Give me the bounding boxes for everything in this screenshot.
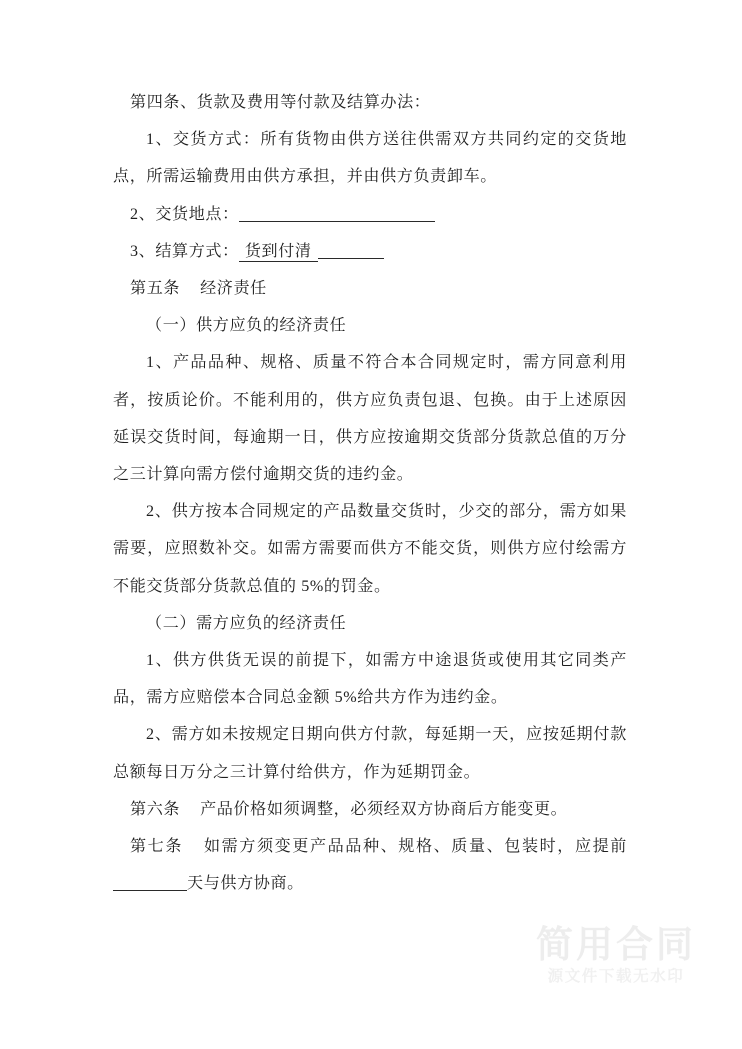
section-2-heading: （二）需方应负的经济责任 bbox=[146, 614, 347, 632]
article-4-heading: 第四条、货款及费用等付款及结算办法： bbox=[130, 94, 431, 111]
delivery-place-blank[interactable] bbox=[239, 221, 435, 222]
article-7 bbox=[113, 828, 627, 902]
document-body bbox=[113, 84, 627, 902]
article-4-item-3-settlement bbox=[113, 233, 627, 270]
watermark-brand: 简用合同 bbox=[536, 923, 696, 966]
settlement-label: 3、结算方式： bbox=[130, 242, 239, 260]
section-2-item-1: 1、供方供货无误的前提下，如需方中途退货或使用其它同类产品，需方应赔偿本合同总金额 5%给共方作为违约金。 bbox=[113, 652, 627, 707]
article-6-text: 产品价格如须调整，必须经双方协商后方能变更。 bbox=[200, 800, 568, 818]
section-1-item-2: 2、供方按本合同规定的产品数量交货时，少交的部分，需方如果需要，应照数补交。如需方需要而供方不能交货，则供方应付绘需方不能交货部分货款总值的 5%的罚金。 bbox=[113, 503, 627, 595]
watermark bbox=[503, 925, 729, 988]
article-7-number: 第七条 bbox=[130, 838, 183, 856]
settlement-blank-tail[interactable] bbox=[318, 258, 384, 259]
article-4-item-2-delivery-place bbox=[113, 196, 627, 233]
article-7-text-after-blank: 天 bbox=[187, 875, 204, 893]
article-6 bbox=[113, 791, 627, 828]
article-5-title: 经济责任 bbox=[200, 280, 267, 298]
article-7-blank[interactable] bbox=[113, 890, 187, 891]
watermark-subtitle: 源文件下载无水印 bbox=[547, 966, 685, 985]
section-1-item-1: 1、产品品种、规格、质量不符合本合同规定时，需方同意利用者，按质论价。不能利用的，供方应负责包退、包换。由于上述原因延误交货时间，每逾期一日，供方应按逾期交货部分货款总值的万分之三计算向需方偿付逾期交货的违约金。 bbox=[113, 354, 627, 484]
delivery-place-label: 2、交货地点： bbox=[130, 205, 239, 223]
section-2-item-2: 2、需方如未按规定日期向供方付款，每延期一天，应按延期付款总额每日万分之三计算付给供方，作为延期罚金。 bbox=[113, 726, 627, 781]
section-1-heading: （一）供方应负的经济责任 bbox=[146, 317, 347, 335]
article-7-text-before-blank: 如需方须变更产品品种、规格、质量、包装时，应提前 bbox=[203, 838, 627, 856]
article-5-number: 第五条 bbox=[130, 280, 181, 298]
article-5-heading bbox=[113, 270, 627, 307]
settlement-value[interactable]: 货到付清 bbox=[239, 243, 318, 262]
article-4-item-1-delivery-method: 1、交货方式：所有货物由供方送往供需双方共同约定的交货地点，所需运输费用由供方承担，并由供方负责卸车。 bbox=[113, 131, 627, 186]
article-6-number: 第六条 bbox=[130, 800, 181, 818]
article-7-continuation: 与供方协商。 bbox=[203, 875, 304, 893]
